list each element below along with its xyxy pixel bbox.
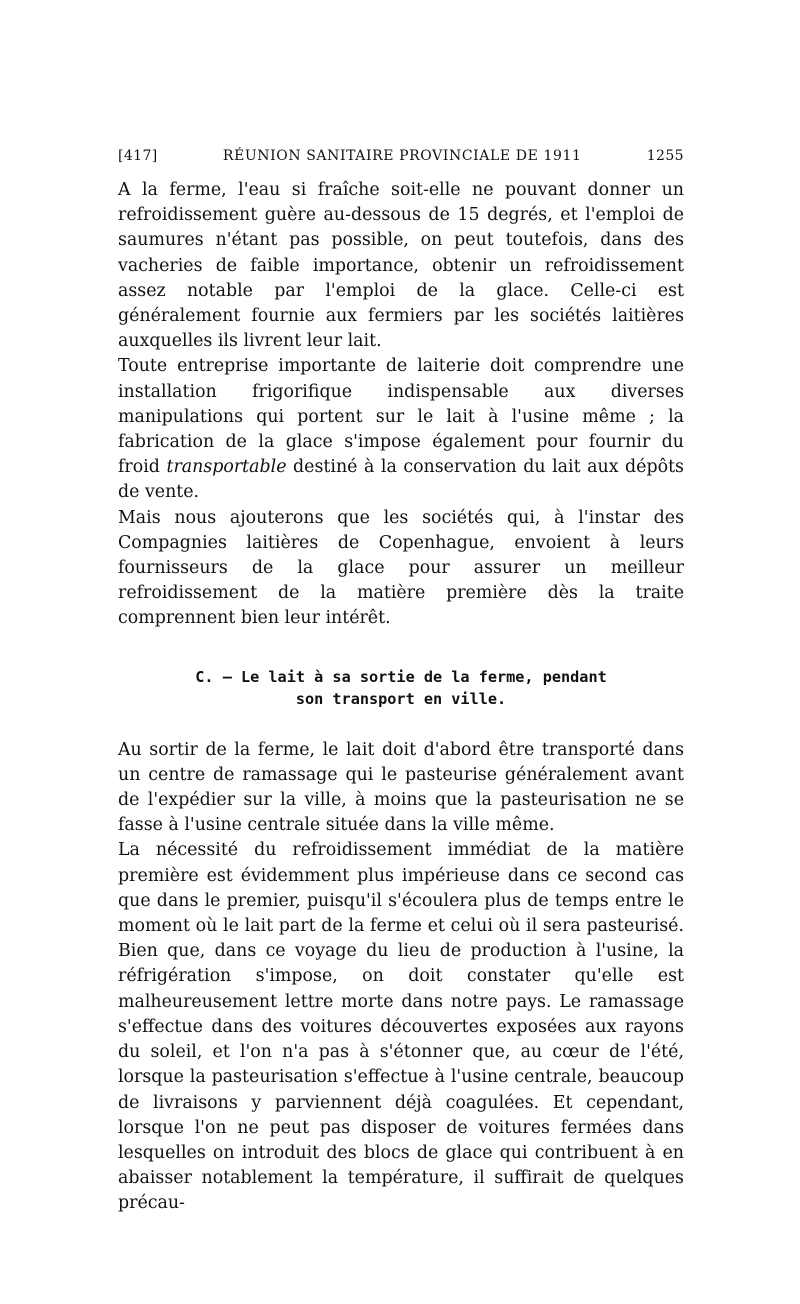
paragraph-copenhagen: Mais nous ajouterons que les sociétés qui, à l'instar des Compagnies laitières de Copenhague, envoient à leurs fournisseurs de la glace pour assurer un meilleur refroidissement de la matière première dès la traite comprennent bien leur intérêt.	[118, 507, 684, 629]
document-page	[118, 148, 684, 1217]
running-title: RÉUNION SANITAIRE PROVINCIALE DE 1911	[222, 148, 582, 164]
paragraph-refrigeration-necessity: La nécessité du refroidissement immédiat de la matière première est évidemment plus impérieuse dans ce second cas que dans le premier, puisqu'il s'écoulera plus de temps entre le moment où le lait part de la ferme et celui où il sera pasteurisé. Bien que, dans ce voyage du lieu de production à l'usine, la réfrigération s'impose, on doit constater qu'elle est malheureusement lettre morte dans notre pays. Le ramassage s'effectue dans des voitures découvertes exposées aux rayons du soleil, et l'on n'a pas à s'étonner que, au cœur de l'été, lorsque la pasteurisation s'effectue à l'usine centrale, beaucoup de livraisons y parviennent déjà coagulées. Et cependant, lorsque l'on ne peut pas disposer de voitures fermées dans lesquelles on introduit des blocs de glace qui contribuent à en abaisser notablement la température, il suffirait de quelques précau-	[118, 840, 684, 1214]
paragraph-text-after: destiné à la conservation du lait aux dépôts de vente.	[118, 457, 684, 503]
paragraph-collection-center: Au sortir de la ferme, le lait doit d'abord être transporté dans un centre de ramassage qui le pasteurise généralement avant de l'expédier sur la ville, à moins que la pasteurisation ne se fasse à l'usine centrale située dans la ville même.	[118, 739, 684, 836]
section-heading	[118, 666, 684, 710]
running-header	[118, 148, 684, 164]
page-number: 1255	[646, 148, 684, 164]
paragraph-ice-at-farm: A la ferme, l'eau si fraîche soit-elle ne pouvant donner un refroidissement guère au-dessous de 15 degrés, et l'emploi de saumures n'étant pas possible, on peut toutefois, dans des vacheries de faible importance, obtenir un refroidissement assez notable par l'emploi de la glace. Celle-ci est généralement fournie aux fermiers par les sociétés laitières auxquelles ils livrent leur lait.	[118, 180, 684, 352]
paragraph-dairy-installation	[118, 354, 684, 505]
paragraph-text-before: Toute entreprise importante de laiterie doit comprendre une installation frigorifique indispensable aux diverses manipulations qui portent sur le lait à l'usine même ; la fabrication de la glace s'impose également pour fournir du froid	[118, 356, 684, 478]
section-heading-line-2: son transport en ville.	[295, 689, 507, 708]
section-heading-line-1: C. — Le lait à sa sortie de la ferme, pendant	[195, 667, 607, 686]
page-reference: [417]	[118, 148, 158, 164]
emphasis-transportable: transportable	[166, 457, 287, 478]
